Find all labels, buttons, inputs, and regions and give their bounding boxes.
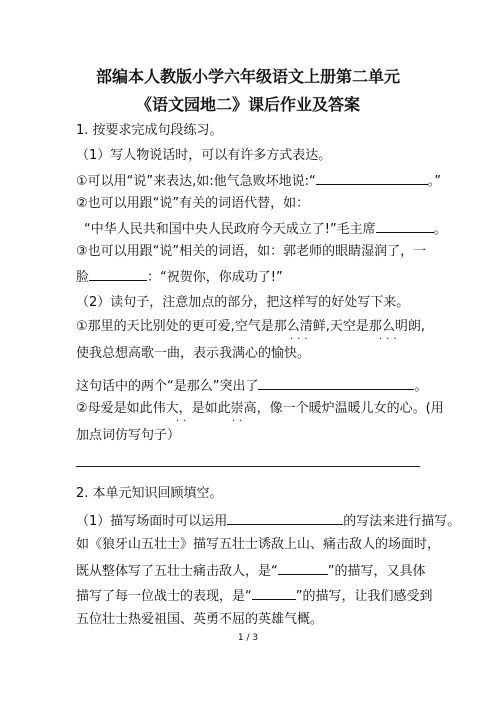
emphasis-dots: · · · <box>290 334 308 345</box>
q1-item-2-example-end: 。 <box>433 222 447 237</box>
q2-line-4-text: 描写了每一位战士的表现，是“ <box>76 589 252 604</box>
q2-line-4-end: ”的描写，让我们感受到 <box>295 589 433 604</box>
q2-line-4 <box>76 587 433 605</box>
q1-item-1 <box>76 172 441 190</box>
document-title-line-2: 《语文园地二》课后作业及答案 <box>135 95 360 114</box>
q2-line-5: 五位壮士热爱祖国、英勇不屈的英雄气概。 <box>76 612 324 627</box>
answer-blank[interactable] <box>376 220 434 233</box>
question-1-heading: 1. 按要求完成句段练习。 <box>76 123 223 138</box>
q1-item-1-end: 。” <box>427 174 442 189</box>
q1-item-3-cont <box>76 268 283 286</box>
answer-blank[interactable] <box>278 562 328 575</box>
question-2-heading: 2. 本单元知识回顾填空。 <box>76 486 223 501</box>
answer-blank[interactable] <box>316 172 428 185</box>
q1-sentence-1-question-end: 。 <box>414 379 428 394</box>
q1-sentence-2-line-1: ②母爱是如此伟大，是如此崇高，像一个暖炉温暖儿女的心。(用 <box>76 401 444 416</box>
emphasis-dots: · · <box>176 416 187 427</box>
q1-item-2-example-text: “中华人民共和国中央人民政府今天成立了!”毛主席 <box>84 222 376 237</box>
emphasis-dots: · · · <box>379 334 397 345</box>
q1-sentence-2-line-2: 加点词仿写句子） <box>76 428 181 443</box>
q2-line-2: 如《狼牙山五壮士》描写五壮士诱敌上山、痛击敌人的场面时， <box>76 537 441 552</box>
q1-sentence-1-question <box>76 377 428 395</box>
q2-line-1 <box>76 512 460 530</box>
q1-item-3-cont-end: ：“祝贺你，你成功了!” <box>147 270 283 285</box>
q2-line-1-end: 的写法来进行描写。 <box>343 514 461 529</box>
q1-item-2-example <box>84 220 447 238</box>
document-title-line-1: 部编本人教版小学六年级语文上册第二单元 <box>95 67 400 86</box>
answer-blank[interactable] <box>227 512 343 525</box>
answer-blank[interactable] <box>89 268 147 281</box>
answer-blank[interactable] <box>252 587 296 600</box>
q2-line-1-text: （1）描写场面时可以运用 <box>76 514 228 529</box>
q1-sentence-1-line-1: ①那里的天比别处的更可爱,空气是那么清鲜,天空是那么明朗, <box>76 319 426 334</box>
q1-item-2: ②也可以用跟“说”有关的词语代替，如： <box>76 196 310 211</box>
q2-line-3 <box>76 562 426 580</box>
q1-item-1-text: ①可以用“说”来表达,如:他气急败坏地说:“ <box>76 174 316 189</box>
q1-item-3-cont-text: 脸 <box>76 270 90 285</box>
answer-blank[interactable] <box>258 377 414 390</box>
emphasis-dots: · · <box>232 416 243 427</box>
q1-item-3: ③也可以用跟“说”相关的词语，如：郭老师的眼睛湿润了，一 <box>76 244 427 259</box>
q1-sub-1: （1）写人物说话时，可以有许多方式表达。 <box>76 148 332 163</box>
q2-line-3-text: 既从整体写了五壮士痛击敌人，是“ <box>76 564 278 579</box>
q2-line-3-end: ”的描写，又具体 <box>327 564 426 579</box>
q1-sentence-1-question-text: 这句话中的两个“是那么”突出了 <box>76 379 259 394</box>
answer-line[interactable] <box>76 466 420 467</box>
q1-sub-2: （2）读句子，注意加点的部分，把这样写的好处写下来。 <box>76 295 410 310</box>
page-number: 1 / 3 <box>237 633 259 643</box>
q1-sentence-1-line-2: 使我总想高歌一曲，表示我满心的愉快。 <box>76 346 311 361</box>
